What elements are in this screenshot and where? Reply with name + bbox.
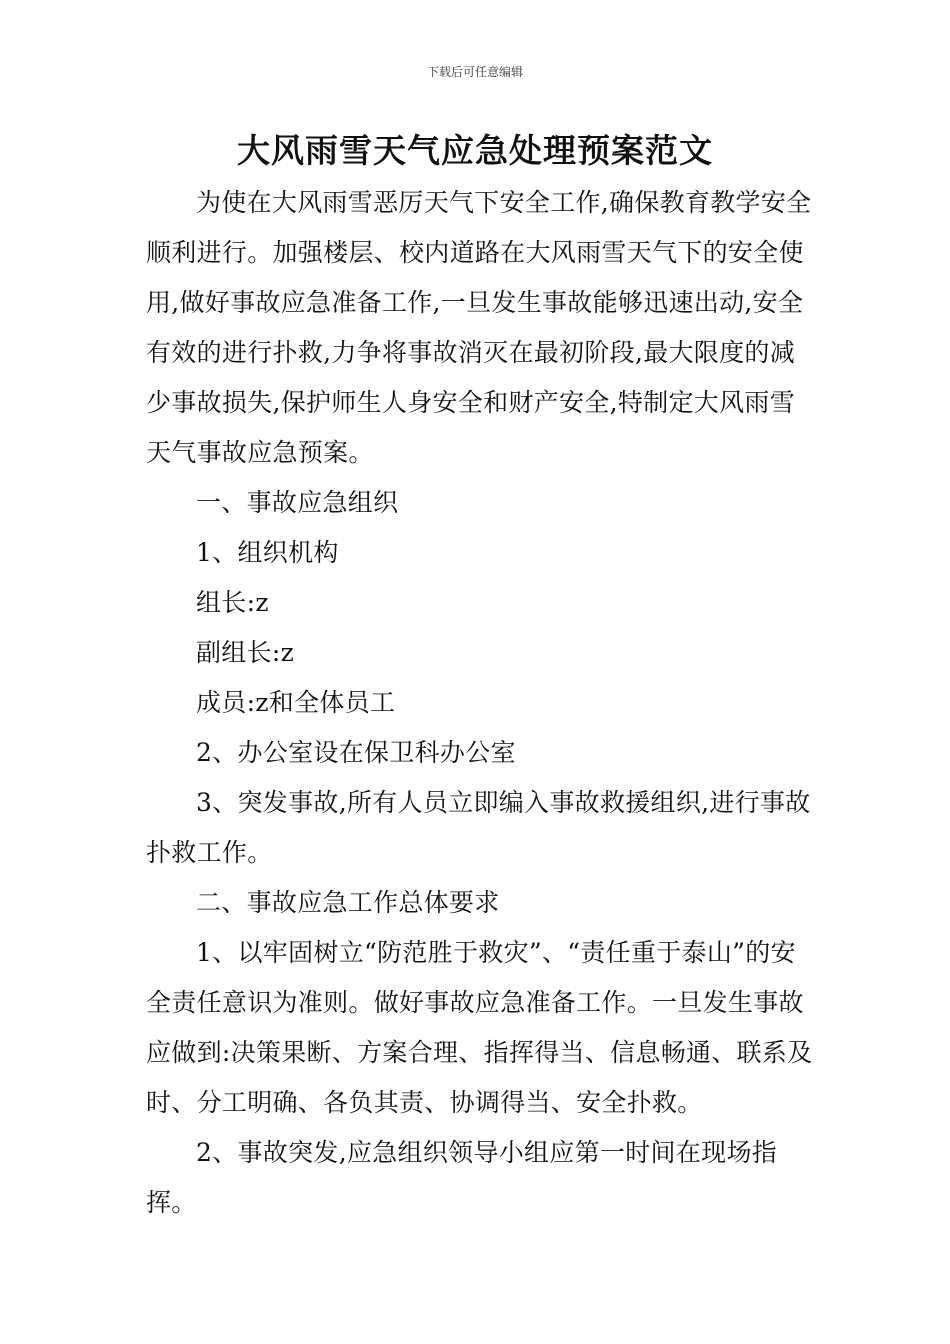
office-location-line: 2、办公室设在保卫科办公室 [196, 738, 516, 767]
subsection-organization-structure: 1、组织机构 [196, 538, 339, 567]
section-heading-general-requirements: 二、事故应急工作总体要求 [196, 888, 500, 917]
requirement-paragraph-1: 1、以牢固树立“防范胜于救灾”、“责任重于泰山”的安全责任意识为准则。做好事故应急准备工作。一旦发生事故应做到:决策果断、方案合理、指挥得当、信息畅通、联系及时、分工明确、各负其责、协调得当、安全扑救。 [146, 938, 813, 1117]
page-header-note: 下载后可任意编辑 [426, 65, 523, 79]
section-heading-emergency-organization: 一、事故应急组织 [196, 488, 399, 517]
group-leader-line: 组长:z [196, 588, 269, 617]
intro-paragraph: 为使在大风雨雪恶厉天气下安全工作,确保教育教学安全顺利进行。加强楼层、校内道路在大风雨雪天气下的安全使用,做好事故应急准备工作,一旦发生事故能够迅速出动,安全有效的进行扑救,力争将事故消灭在最初阶段,最大限度的减少事故损失,保护师生人身安全和财产安全,特制定大风雨雪天气事故应急预案。 [146, 188, 812, 467]
requirement-paragraph-2: 2、事故突发,应急组织领导小组应第一时间在现场指挥。 [146, 1138, 778, 1217]
members-line: 成员:z和全体员工 [196, 688, 396, 717]
deputy-leader-line: 副组长:z [196, 638, 295, 667]
sudden-accident-paragraph: 3、突发事故,所有人员立即编入事故救援组织,进行事故扑救工作。 [146, 788, 811, 867]
document-title: 大风雨雪天气应急处理预案范文 [237, 131, 713, 170]
document-body [146, 178, 816, 1228]
